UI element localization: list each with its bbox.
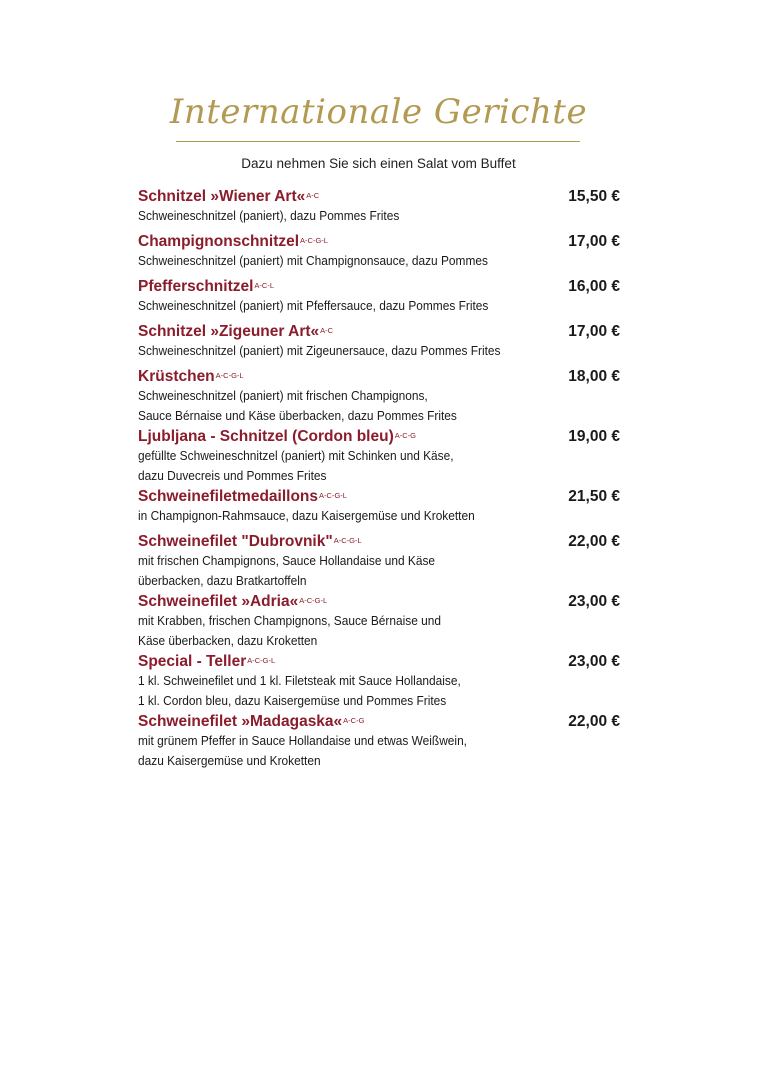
menu-item xyxy=(138,188,622,226)
allergen-codes: A-C-G xyxy=(394,431,416,440)
dish-price: 23,00 € xyxy=(568,653,620,670)
menu-item xyxy=(138,713,622,771)
dish-description: mit frischen Champignons, Sauce Hollandaise und Käse überbacken, dazu Bratkartoffeln xyxy=(138,553,436,588)
title-underline xyxy=(176,141,580,142)
dish-description: gefüllte Schweineschnitzel (paniert) mit Schinken und Käse, dazu Duvecreis und Pommes Frites xyxy=(138,448,454,483)
dish-price: 16,00 € xyxy=(568,278,620,295)
menu-item xyxy=(138,488,622,526)
dish-price: 17,00 € xyxy=(568,323,620,340)
dish-description: mit grünem Pfeffer in Sauce Hollandaise und etwas Weißwein, dazu Kaisergemüse und Kroketten xyxy=(138,733,468,768)
allergen-codes: A-C-G-L xyxy=(247,656,276,665)
dish-name: Pfefferschnitzel$^{A-C-L}$ xyxy=(138,278,275,295)
allergen-codes: A-C xyxy=(306,191,320,200)
dish-price: 15,50 € xyxy=(568,188,620,205)
dish-name: Schweinefilet »Adria«$^{A-C-G-L}$ xyxy=(138,593,328,610)
dish-name: Schweinefilet »Madagaska«$^{A-C-G}$ xyxy=(138,713,365,730)
menu-item xyxy=(138,533,622,591)
allergen-codes: A-C-G-L xyxy=(300,236,328,245)
menu-item xyxy=(138,368,622,426)
allergen-codes: A-C-G xyxy=(343,716,365,725)
dish-description: mit Krabben, frischen Champignons, Sauce Bérnaise und Käse überbacken, dazu Kroketten xyxy=(138,613,441,648)
dish-description: Schweineschnitzel (paniert) mit Zigeunersauce, dazu Pommes Frites xyxy=(138,343,501,358)
dish-price: 19,00 € xyxy=(568,428,620,445)
dish-description: Schweineschnitzel (paniert), dazu Pommes Frites xyxy=(138,208,400,223)
dish-description: in Champignon-Rahmsauce, dazu Kaisergemüse und Kroketten xyxy=(138,508,475,523)
menu-item xyxy=(138,323,622,361)
allergen-codes: A-C-G-L xyxy=(333,536,362,545)
allergen-codes: A-C xyxy=(320,326,334,335)
page-title: Internationale Gerichte xyxy=(169,92,588,132)
dish-description: 1 kl. Schweinefilet und 1 kl. Filetsteak mit Sauce Hollandaise, 1 kl. Cordon bleu, dazu Kaisergemüse und Pommes Frites xyxy=(138,673,461,708)
allergen-codes: A-C-L xyxy=(254,281,275,290)
dish-description: Schweineschnitzel (paniert) mit Pfeffersauce, dazu Pommes Frites xyxy=(138,298,489,313)
allergen-codes: A-C-G-L xyxy=(215,371,244,380)
dish-price: 18,00 € xyxy=(568,368,620,385)
dish-name: Champignonschnitzel$^{A-C-G-L}$ xyxy=(138,233,328,250)
dish-description: Schweineschnitzel (paniert) mit frischen Champignons, Sauce Bérnaise und Käse überbacken, dazu Pommes Frites xyxy=(138,388,457,423)
menu-item xyxy=(138,593,622,651)
menu-item xyxy=(138,653,622,711)
dish-name: Schnitzel »Wiener Art«$^{A-C}$ xyxy=(138,188,320,205)
dish-name: Krüstchen$^{A-C-G-L}$ xyxy=(138,368,244,385)
dish-price: 22,00 € xyxy=(568,713,620,730)
dish-price: 23,00 € xyxy=(568,593,620,610)
allergen-codes: A-C-G-L xyxy=(319,491,347,500)
dish-name: Schweinefiletmedaillons$^{A-C-G-L}$ xyxy=(138,488,347,505)
page-subtitle: Dazu nehmen Sie sich einen Salat vom Buffet xyxy=(241,156,516,171)
dish-price: 22,00 € xyxy=(568,533,620,550)
allergen-codes: A-C-G-L xyxy=(299,596,328,605)
dish-name: Schweinefilet "Dubrovnik"$^{A-C-G-L}$ xyxy=(138,533,362,550)
dish-price: 21,50 € xyxy=(568,488,620,505)
dish-name: Schnitzel »Zigeuner Art«$^{A-C}$ xyxy=(138,323,334,340)
menu-item xyxy=(138,428,622,486)
dish-name: Ljubljana - Schnitzel (Cordon bleu)$^{A-C-G}$ xyxy=(138,428,416,445)
dish-name: Special - Teller$^{A-C-G-L}$ xyxy=(138,653,276,670)
menu-item xyxy=(138,278,622,316)
dish-price: 17,00 € xyxy=(568,233,620,250)
menu-item xyxy=(138,233,622,271)
menu-header xyxy=(0,92,757,152)
dish-description: Schweineschnitzel (paniert) mit Champignonsauce, dazu Pommes xyxy=(138,253,488,268)
